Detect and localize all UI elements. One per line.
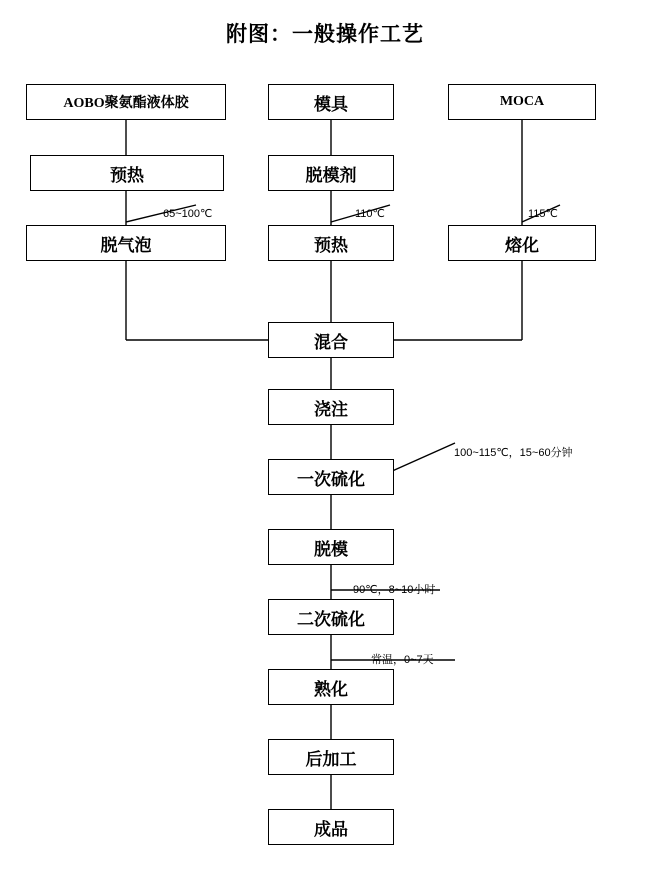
node-moca[interactable] <box>448 84 596 120</box>
node-label: AOBO聚氨酯液体胶 <box>63 96 189 111</box>
node-label: 熟化 <box>314 679 348 699</box>
diagram-title: 附图：一般操作工艺 <box>226 22 424 46</box>
node-demolding[interactable] <box>268 529 394 565</box>
node-primary-vulcanization[interactable] <box>268 459 394 495</box>
node-post-processing[interactable] <box>268 739 394 775</box>
node-label: 混合 <box>314 332 348 352</box>
node-mixing[interactable] <box>268 322 394 358</box>
annotation-secondary-vulcanization-condition: 90℃，8~10小时 <box>353 584 436 596</box>
node-degassing[interactable] <box>26 225 226 261</box>
annotation-mold-preheat-temp: 110℃ <box>355 208 385 220</box>
node-label: 浇注 <box>314 399 348 419</box>
annotation-primary-vulcanization-condition: 100~115℃，15~60分钟 <box>454 447 573 459</box>
node-label: 二次硫化 <box>297 609 365 629</box>
node-melting[interactable] <box>448 225 596 261</box>
node-label: 后加工 <box>305 749 357 769</box>
annotation-curing-condition: 常温，0~7天 <box>371 654 434 666</box>
node-aobo-liquid-adhesive[interactable] <box>26 84 226 120</box>
node-label: 脱模剂 <box>305 165 357 185</box>
node-preheat-mold[interactable] <box>268 225 394 261</box>
node-label: 脱模 <box>314 539 348 559</box>
annotation-degassing-temp: 65~100℃ <box>163 208 213 220</box>
node-label: 模具 <box>314 94 348 114</box>
node-label: 一次硫化 <box>297 469 365 489</box>
node-finished-product[interactable] <box>268 809 394 845</box>
node-release-agent[interactable] <box>268 155 394 191</box>
node-secondary-vulcanization[interactable] <box>268 599 394 635</box>
node-curing[interactable] <box>268 669 394 705</box>
annotation-melting-temp: 115℃ <box>528 208 558 220</box>
node-label: 预热 <box>314 235 348 255</box>
node-mold[interactable] <box>268 84 394 120</box>
node-label: MOCA <box>499 94 545 109</box>
node-casting[interactable] <box>268 389 394 425</box>
node-label: 脱气泡 <box>100 235 152 255</box>
node-label: 成品 <box>314 819 348 839</box>
node-label: 熔化 <box>505 235 539 255</box>
node-preheat-adhesive[interactable] <box>30 155 224 191</box>
node-label: 预热 <box>110 165 144 185</box>
